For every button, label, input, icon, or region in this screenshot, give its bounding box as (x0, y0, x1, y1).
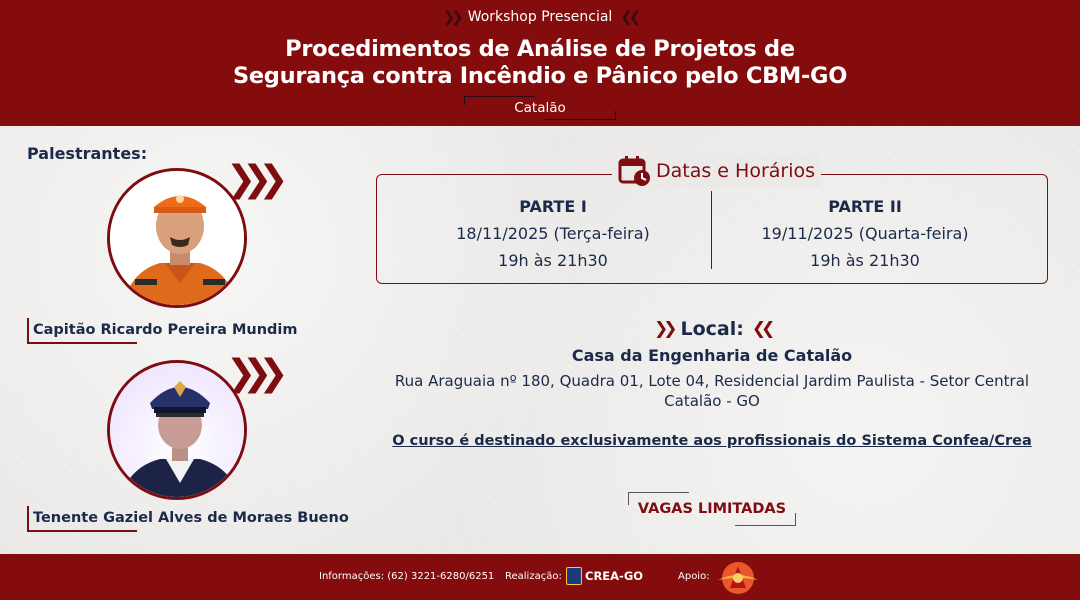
limited-spots-badge: VAGAS LIMITADAS (628, 492, 796, 526)
part-1-date: 18/11/2025 (Terça-feira) (456, 224, 650, 243)
double-chevron-left-icon: ❮❮ (620, 8, 638, 26)
part-1 (393, 193, 713, 274)
triple-chevron-icon: ❯❯❯ (226, 159, 275, 200)
location-heading (654, 318, 770, 340)
part-2-title: PARTE II (828, 197, 902, 216)
location-heading-label: Local: (680, 318, 744, 340)
part-2 (705, 193, 1025, 274)
double-chevron-left-icon: ❮❮ (751, 319, 771, 339)
page-title (0, 36, 1080, 90)
crea-shield-icon (566, 567, 582, 585)
part-1-time: 19h às 21h30 (498, 251, 608, 270)
event-type (0, 8, 1080, 26)
eligibility-notice: O curso é destinado exclusivamente aos profissionais do Sistema Confea/Crea (392, 433, 1032, 449)
apoio-label: Apoio: (678, 571, 710, 582)
city-label: Catalão (464, 96, 616, 120)
event-type-label: Workshop Presencial (467, 9, 613, 25)
speaker-name-2: Tenente Gaziel Alves de Moraes Bueno (27, 506, 349, 532)
speaker-photo-1 (107, 168, 247, 308)
header-banner (0, 0, 1080, 126)
title-line-1: Procedimentos de Análise de Projetos de (285, 36, 795, 62)
speaker-1-portrait (110, 171, 247, 308)
dates-heading (612, 154, 821, 188)
dates-heading-label: Datas e Horários (656, 160, 816, 182)
realizacao-label: Realização: (505, 571, 562, 582)
crea-go-logo (566, 566, 648, 586)
dates-panel (376, 174, 1048, 284)
speakers-heading: Palestrantes: (27, 144, 148, 163)
venue-name: Casa da Engenharia de Catalão (571, 346, 853, 365)
address-line-1: Rua Araguaia nº 180, Quadra 01, Lote 04, Residencial Jardim Paulista - Setor Central (394, 372, 1030, 390)
contact-info: Informações: (62) 3221-6280/6251 (319, 571, 495, 582)
part-2-time: 19h às 21h30 (810, 251, 920, 270)
double-chevron-right-icon: ❯❯ (654, 319, 673, 339)
speaker-name-1: Capitão Ricardo Pereira Mundim (27, 318, 298, 344)
triple-chevron-icon: ❯❯❯ (226, 353, 275, 394)
crea-logo-text: CREA-GO (585, 569, 644, 583)
speaker-photo-2 (107, 360, 247, 500)
double-chevron-right-icon: ❯❯ (442, 8, 460, 26)
footer-bar (0, 554, 1080, 600)
part-1-title: PARTE I (519, 197, 587, 216)
calendar-clock-icon (618, 154, 652, 188)
venue-address (366, 371, 1058, 411)
part-2-date: 19/11/2025 (Quarta-feira) (761, 224, 969, 243)
speaker-2-portrait (110, 363, 247, 500)
firefighter-emblem-icon (712, 558, 764, 598)
title-line-2: Segurança contra Incêndio e Pânico pelo CBM-GO (232, 63, 848, 89)
address-line-2: Catalão - GO (664, 392, 760, 410)
